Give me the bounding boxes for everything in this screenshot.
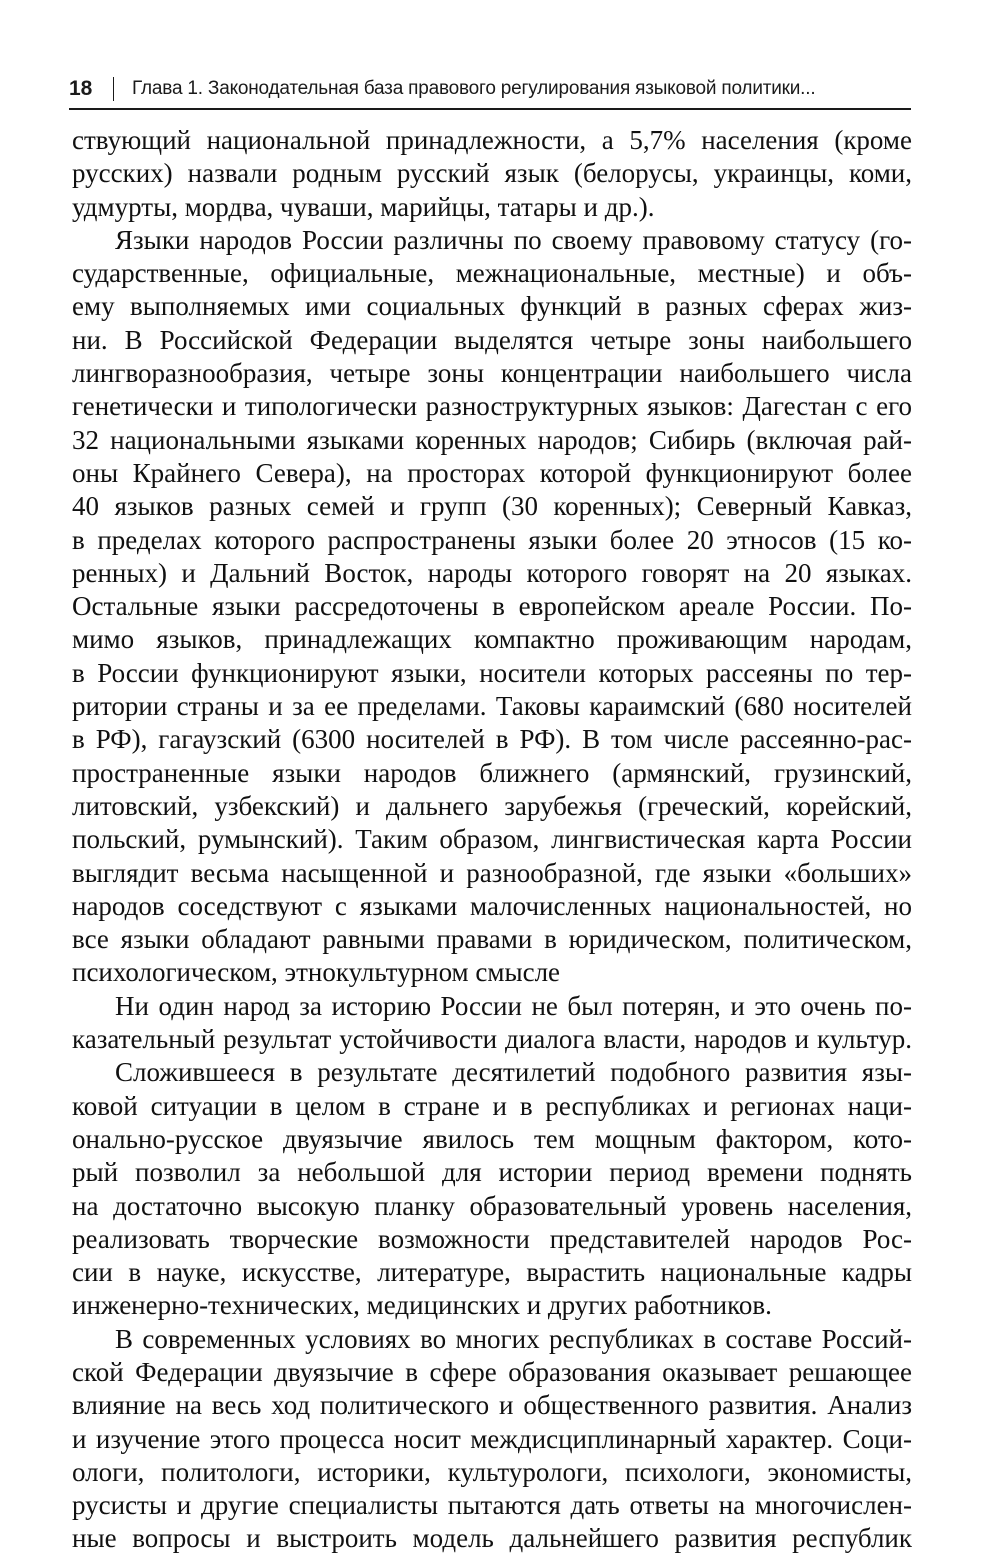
text-line: литовский, узбекский) и дальнего зарубежья (греческий, корейский, [72,790,912,821]
text-line: инженерно-технических, медицинских и других работников. [72,1290,772,1321]
text-line: русских) назвали родным русский язык (белорусы, украинцы, коми, [72,158,912,189]
text-line: психологическом, этнокультурном смысле [72,957,561,988]
text-line: в РФ), гагаузский (6300 носителей в РФ). В том числе рассеянно-рас- [72,724,912,755]
text-line: лингворазнообразия, четыре зоны концентрации наибольшего числа [72,358,912,389]
text-line: Языки народов России различны по своему правовому статусу (го- [115,224,912,255]
text-line: генетически и типологически разноструктурных языков: Дагестан с его [72,391,912,422]
text-line: 40 языков разных семей и групп (30 коренных); Северный Кавказ, [72,491,912,522]
text-line: ской Федерации двуязычие в сфере образования оказывает решающее [72,1356,912,1387]
text-line: ологи, политологи, историки, культурологи, психологи, экономисты, [72,1456,912,1487]
text-line: сии в науке, искусстве, литературе, вырастить национальные кадры [72,1257,912,1288]
chapter-title: Глава 1. Законодательная база правового регулирования языковой политики... [132,78,816,99]
text-line: ствующий национальной принадлежности, а 5,7% населения (кроме [72,125,912,155]
text-line: Ни один народ за историю России не был потерян, и это очень по- [115,990,912,1021]
text-line: ные вопросы и выстроить модель дальнейшего развития республик [72,1523,912,1554]
text-line: русисты и другие специалисты пытаются дать ответы на многочислен- [72,1490,912,1521]
text-line: в пределах которого распространены языки более 20 этносов (15 ко- [72,524,912,555]
text-line: В современных условиях во многих республиках в составе Россий- [115,1323,912,1354]
text-line: пространенные языки народов ближнего (армянский, грузинский, [72,757,912,788]
text-line: ни. В Российской Федерации выделятся четыре зоны наибольшего [72,324,912,355]
text-line: мимо языков, принадлежащих компактно проживающим народам, [72,624,912,655]
text-line: польский, румынский). Таким образом, лингвистическая карта России [72,824,912,855]
text-line: онально-русское двуязычие явилось тем мощным фактором, кото- [72,1123,912,1154]
text-line: оны Крайнего Севера), на просторах которой функционируют более [72,457,912,488]
text-line: на достаточно высокую планку образовательный уровень населения, [72,1190,912,1221]
header-rule [69,108,911,110]
header-separator [113,77,114,101]
text-line: Сложившееся в результате десятилетий подобного развития язы- [115,1057,912,1088]
text-line: ковой ситуации в целом в стране и в республиках и регионах наци- [72,1090,912,1121]
running-head [69,72,911,106]
text-line: выглядит весьма насыщенной и разнообразной, где языки «больших» [72,857,912,888]
text-line: Остальные языки рассредоточены в европейском ареале России. По- [72,591,912,622]
text-line: народов соседствуют с языками малочисленных национальностей, но [72,890,912,921]
text-line: казательный результат устойчивости диалога власти, народов и культур. [72,1024,912,1055]
text-line: сударственные, официальные, межнациональные, местные) и объ- [72,258,912,289]
text-line: в России функционируют языки, носители которых рассеяны по тер- [72,657,912,688]
text-line: ритории страны и за ее пределами. Таковы караимский (680 носителей [72,691,912,722]
page-number: 18 [69,77,93,100]
text-line: удмурты, мордва, чуваши, марийцы, татары и др.). [72,191,655,222]
text-line: ренных) и Дальний Восток, народы которого говорят на 20 языках. [72,557,912,588]
text-line: рый позволил за небольшой для истории период времени поднять [72,1157,912,1188]
text-line: и изучение этого процесса носит междисциплинарный характер. Соци- [72,1423,912,1454]
text-line: ему выполняемых ими социальных функций в разных сферах жиз- [72,291,912,322]
text-line: 32 национальными языками коренных народов; Сибирь (включая рай- [72,424,912,455]
text-line: реализовать творческие возможности представителей народов Рос- [72,1223,912,1254]
text-line: все языки обладают равными правами в юридическом, политическом, [72,924,912,955]
body-text [72,124,912,1556]
text-line: влияние на весь ход политического и общественного развития. Анализ [72,1390,912,1421]
